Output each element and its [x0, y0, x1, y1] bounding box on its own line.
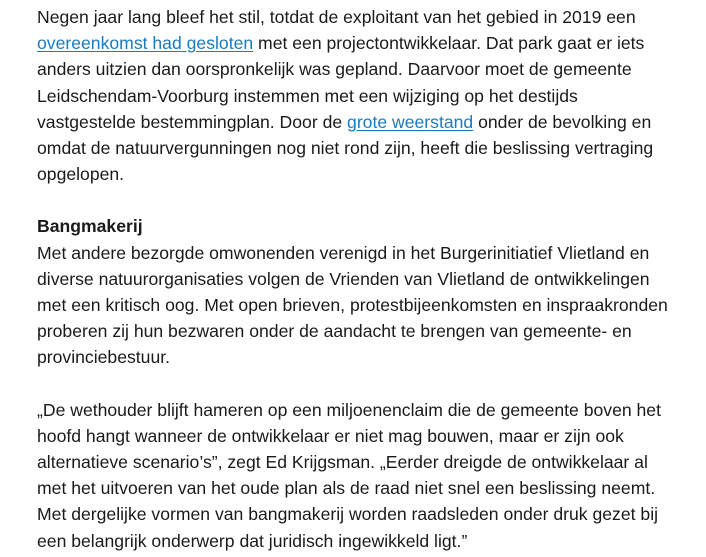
link-grote-weerstand[interactable]: grote weerstand [347, 111, 474, 132]
paragraph-quote: „De wethouder blijft hameren op een miljoenenclaim die de gemeente boven het hoofd hangt wanneer de ontwikkelaar er niet mag bouwen, maar er zijn ook alternatieve scenario’s”, zegt Ed Krijgsman. „Eerder dreigde de ontwikkelaar al met het uitvoeren van het oude plan als de raad niet snel een beslissing neemt. Met dergelijke vormen van bangmakerij worden raadsleden onder druk gezet bij een belangrijk onderwerp dat juridisch ingewikkeld ligt.” [37, 399, 661, 551]
section-heading: Bangmakerij [37, 216, 143, 237]
paragraph-intro [37, 4, 677, 187]
paragraph-intro-text-b: met een projectontwikkelaar. Dat park gaat er iets anders uitzien dan oorspronkelijk was gepland. Daarvoor moet de gemeente Leidschendam-Voorburg instemmen met een wijziging op het destijds vastgestelde bestemmingplan. Door de [37, 33, 645, 132]
paragraph-bezorgde-omwonenden: Met andere bezorgde omwonenden verenigd in het Burgerinitiatief Vlietland en diverse natuurorganisaties volgen de Vrienden van Vlietland de ontwikkelingen met een kritisch oog. Met open brieven, protestbijeenkomsten en inspraakronden proberen zij hun bezwaren onder de aandacht te brengen van gemeente- en provinciebestuur. [37, 242, 668, 368]
paragraph-intro-text-c: onder de bevolking en omdat de natuurvergunningen nog niet rond zijn, heeft die beslissing vertraging opgelopen. [37, 111, 654, 185]
link-overeenkomst[interactable]: overeenkomst had gesloten [37, 33, 254, 54]
paragraph-intro-text-a: Negen jaar lang bleef het stil, totdat de exploitant van het gebied in 2019 een [37, 7, 636, 27]
